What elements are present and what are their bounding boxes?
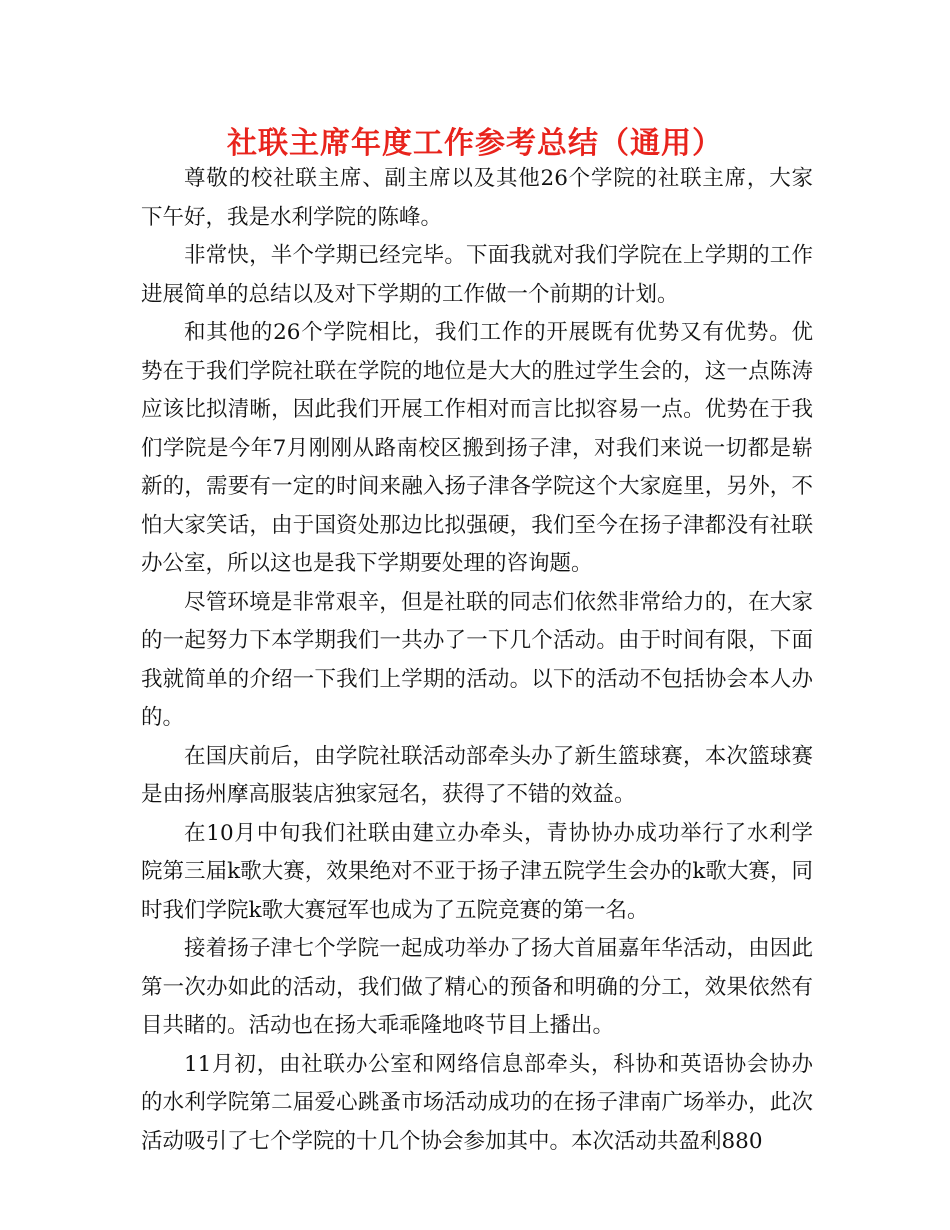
- paragraph: 尊敬的校社联主席、副主席以及其他26个学院的社联主席，大家下午好，我是水利学院的陈峰。: [141, 166, 813, 230]
- document-title: 社联主席年度工作参考总结（通用）: [227, 126, 723, 161]
- paragraph: 在国庆前后，由学院社联活动部牵头办了新生篮球赛，本次篮球赛是由扬州摩高服装店独家冠名，获得了不错的效益。: [141, 743, 813, 807]
- paragraph: 在10月中旬我们社联由建立办牵头，青协协办成功举行了水利学院第三届k歌大赛，效果绝对不亚于扬子津五院学生会办的k歌大赛，同时我们学院k歌大赛冠军也成为了五院竞赛的第一名。: [141, 820, 813, 923]
- document-body: [141, 160, 813, 1161]
- paragraph: 非常快，半个学期已经完毕。下面我就对我们学院在上学期的工作进展简单的总结以及对下学期的工作做一个前期的计划。: [141, 243, 813, 307]
- paragraph: 11月初，由社联办公室和网络信息部牵头，科协和英语协会协办的水利学院第二届爱心跳蚤市场活动成功的在扬子津南广场举办，此次活动吸引了七个学院的十几个协会参加其中。本次活动共盈利880: [141, 1051, 813, 1154]
- paragraph: 尽管环境是非常艰辛，但是社联的同志们依然非常给力的，在大家的一起努力下本学期我们一共办了一下几个活动。由于时间有限，下面我就简单的介绍一下我们上学期的活动。以下的活动不包括协会本人办的。: [141, 589, 813, 730]
- paragraph: 和其他的26个学院相比，我们工作的开展既有优势又有优势。优势在于我们学院社联在学院的地位是大大的胜过学生会的，这一点陈涛应该比拟清晰，因此我们开展工作相对而言比拟容易一点。优势在于我们学院是今年7月刚刚从路南校区搬到扬子津，对我们来说一切都是崭新的，需要有一定的时间来融入扬子津各学院这个大家庭里，另外，不怕大家笑话，由于国资处那边比拟强硬，我们至今在扬子津都没有社联办公室，所以这也是我下学期要处理的咨询题。: [141, 320, 813, 576]
- paragraph: 接着扬子津七个学院一起成功举办了扬大首届嘉年华活动，由因此第一次办如此的活动，我们做了精心的预备和明确的分工，效果依然有目共睹的。活动也在扬大乖乖隆地咚节目上播出。: [141, 936, 813, 1038]
